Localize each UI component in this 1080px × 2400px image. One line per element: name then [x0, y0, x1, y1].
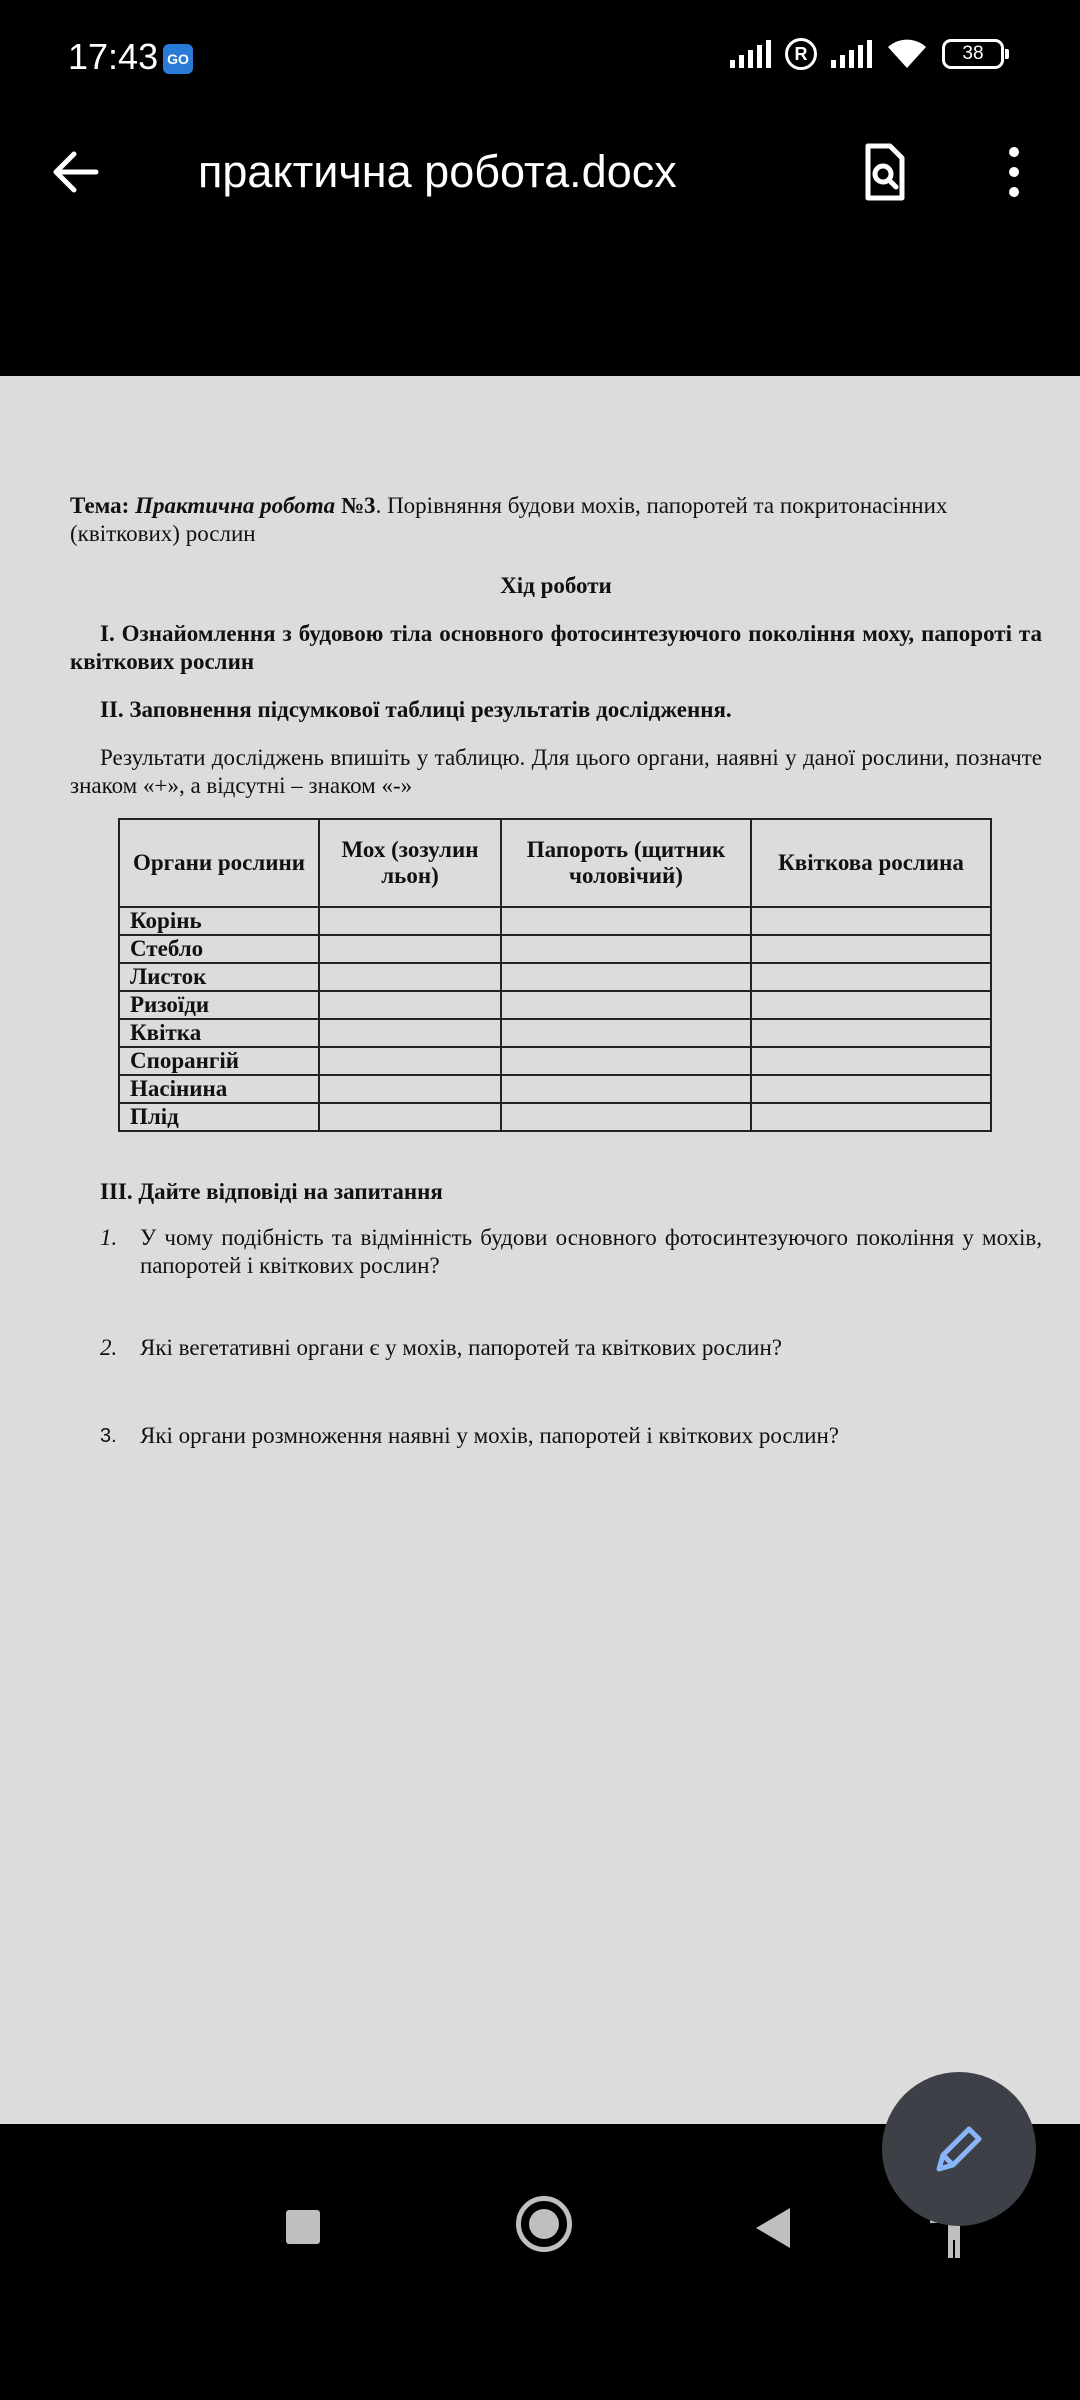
status-app-badge-icon: GO: [163, 44, 193, 74]
table-row: [119, 1047, 991, 1075]
more-options-button[interactable]: [990, 136, 1038, 208]
table-organ-cell: Спорангій: [119, 1047, 319, 1075]
edit-fab-button[interactable]: [882, 2072, 1036, 2226]
question-number: 1.: [100, 1225, 118, 1250]
section-2-heading: II. Заповнення підсумкової таблиці результатів дослідження.: [100, 697, 732, 722]
table-organ-cell: Квітка: [119, 1019, 319, 1047]
table-header-cell: Папороть (щитник чоловічий): [501, 819, 751, 907]
table-header-cell: Мох (зозулин льон): [319, 819, 501, 907]
procedure-heading: Хід роботи: [500, 573, 612, 598]
document-title: практична робота.docx: [198, 146, 677, 197]
pencil-edit-icon: [927, 2117, 991, 2181]
topic-label: Тема:: [70, 493, 130, 518]
question-item: [70, 1422, 1042, 1450]
table-organ-cell: Стебло: [119, 935, 319, 963]
question-text: Які вегетативні органи є у мохів, папоротей та квіткових рослин?: [140, 1335, 782, 1360]
more-vert-icon: [990, 136, 1038, 208]
document-search-icon: [848, 136, 920, 208]
table-row: [119, 1075, 991, 1103]
question-number: 3.: [100, 1425, 117, 1447]
question-number: 2.: [100, 1335, 118, 1360]
document-viewer[interactable]: [0, 376, 1080, 2124]
table-organ-cell: Листок: [119, 963, 319, 991]
status-bar: [0, 0, 1080, 116]
table-row: [119, 935, 991, 963]
signal-1-icon: [730, 40, 771, 68]
topic-italic: Практична робота: [135, 493, 336, 518]
table-row: [119, 991, 991, 1019]
status-time: 17:43: [68, 36, 159, 77]
question-text: Які органи розмноження наявні у мохів, папоротей і квіткових рослин?: [140, 1423, 840, 1448]
topic-number: №3: [340, 493, 376, 518]
back-arrow-icon: [40, 136, 112, 208]
table-organ-cell: Корінь: [119, 907, 319, 935]
document-page: [70, 492, 1042, 1450]
questions-section: [70, 1178, 1042, 1450]
recents-square-icon[interactable]: [286, 2210, 320, 2244]
status-indicators: [730, 38, 1004, 70]
app-bar: [0, 116, 1080, 376]
question-item: [70, 1334, 1042, 1362]
table-row: [119, 963, 991, 991]
table-organ-cell: Плід: [119, 1103, 319, 1131]
table-header-cell: Органи рослини: [119, 819, 319, 907]
question-text: У чому подібність та відмінність будови основного фотосинтезуючого покоління у мохів, папоротей і квіткових рослин?: [140, 1225, 1042, 1278]
table-header-cell: Квіткова рослина: [751, 819, 991, 907]
table-header-row: [119, 819, 991, 907]
topic-line: [70, 492, 1042, 548]
back-triangle-icon[interactable]: [756, 2208, 790, 2248]
table-organ-cell: Насінина: [119, 1075, 319, 1103]
roaming-icon: R: [785, 38, 817, 70]
table-row: [119, 907, 991, 935]
topic-text: . Порівняння будови мохів, папоротей та покритонасінних (квіткових) рослин: [70, 493, 948, 546]
signal-2-icon: [831, 40, 872, 68]
question-item: [70, 1224, 1042, 1280]
section-3-heading: III. Дайте відповіді на запитання: [100, 1179, 443, 1204]
find-in-document-button[interactable]: [848, 136, 920, 208]
wifi-icon: [886, 38, 928, 70]
table-row: [119, 1103, 991, 1131]
battery-icon: 38: [942, 39, 1004, 69]
home-circle-icon[interactable]: [516, 2196, 572, 2252]
table-row: [119, 1019, 991, 1047]
back-button[interactable]: [40, 136, 112, 208]
results-table: [118, 818, 992, 1132]
section-1-heading: I. Ознайомлення з будовою тіла основного фотосинтезуючого покоління моху, папороті та квіткових рослин: [70, 621, 1042, 674]
table-organ-cell: Ризоїди: [119, 991, 319, 1019]
instructions-paragraph: Результати досліджень впишіть у таблицю. Для цього органи, наявні у даної рослини, позначте знаком «+», а відсутні – знаком «-»: [70, 745, 1042, 798]
